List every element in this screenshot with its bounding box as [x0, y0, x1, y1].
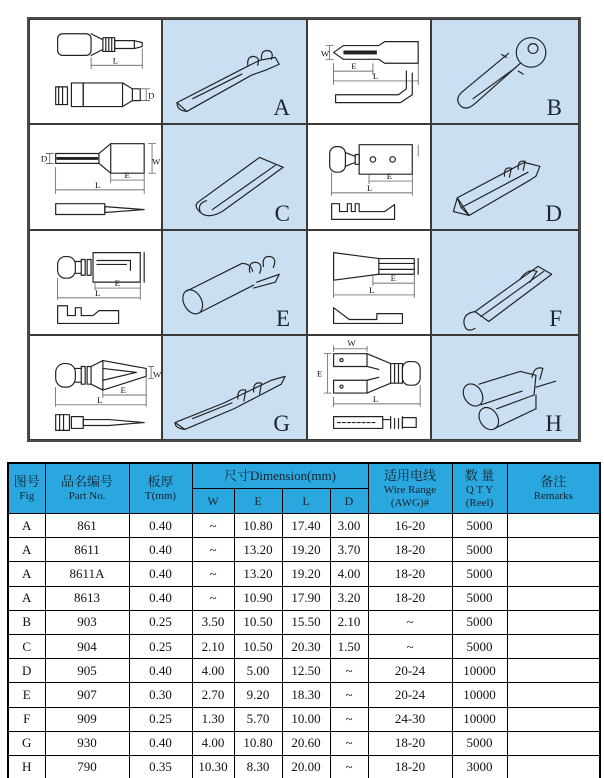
table-cell — [507, 731, 600, 755]
table-cell — [507, 586, 600, 610]
figure-letter-f: F — [549, 305, 562, 331]
dim-label: E — [124, 170, 130, 181]
table-cell: 18-20 — [368, 538, 452, 562]
dim-label: E — [120, 384, 126, 395]
figure-cell-g-drawing — [29, 335, 162, 440]
spec-table — [7, 462, 601, 778]
spec-table-header — [8, 463, 600, 514]
table-cell: 15.50 — [282, 610, 330, 634]
col-header-fig: 图号 Fig — [8, 463, 45, 514]
table-cell: 2.10 — [192, 634, 234, 658]
dim-label: W — [347, 337, 356, 348]
table-cell: 930 — [45, 731, 129, 755]
col-header-part-no: 品名编号 Part No. — [45, 463, 129, 514]
table-cell: 0.40 — [129, 562, 192, 586]
table-cell: A — [8, 562, 45, 586]
table-cell: 790 — [45, 755, 129, 778]
dim-label: W — [152, 156, 161, 167]
table-cell: A — [8, 538, 45, 562]
table-cell — [507, 562, 600, 586]
table-cell: F — [8, 707, 45, 731]
col-header-thickness: 板厚 T(mm) — [129, 463, 192, 514]
table-cell: 10000 — [452, 659, 507, 683]
table-cell: 18-20 — [368, 755, 452, 778]
table-cell — [507, 683, 600, 707]
table-cell: B — [8, 610, 45, 634]
technical-drawing-d — [308, 125, 430, 228]
table-cell: A — [8, 514, 45, 538]
table-cell — [507, 514, 600, 538]
table-cell — [507, 755, 600, 778]
table-cell: 10000 — [452, 683, 507, 707]
table-cell: G — [8, 731, 45, 755]
technical-drawing-e — [30, 231, 161, 334]
table-cell: ~ — [192, 538, 234, 562]
table-cell: 9.20 — [234, 683, 282, 707]
table-cell: 20.60 — [282, 731, 330, 755]
table-cell: D — [8, 659, 45, 683]
table-cell: 18-20 — [368, 562, 452, 586]
table-cell: 905 — [45, 659, 129, 683]
table-cell: 17.90 — [282, 586, 330, 610]
table-cell: 3.70 — [330, 538, 368, 562]
figure-cell-e-drawing — [29, 230, 162, 335]
figure-cell-b-drawing — [307, 19, 431, 124]
table-cell: 0.40 — [129, 538, 192, 562]
table-cell: 2.70 — [192, 683, 234, 707]
table-cell: 0.40 — [129, 731, 192, 755]
figure-cell-d-3d — [431, 124, 579, 229]
figure-cell-f-drawing — [307, 230, 431, 335]
table-cell: 5.70 — [234, 707, 282, 731]
table-cell: E — [8, 683, 45, 707]
table-cell: 5000 — [452, 538, 507, 562]
figure-grid — [27, 17, 581, 442]
figure-cell-a-drawing — [29, 19, 162, 124]
dim-label: L — [95, 287, 101, 298]
col-header-remarks: 备注 Remarks — [507, 463, 600, 514]
table-cell: 19.20 — [282, 538, 330, 562]
dim-label: L — [367, 183, 373, 194]
table-cell: 5000 — [452, 634, 507, 658]
table-cell: 4.00 — [192, 659, 234, 683]
table-cell: ~ — [330, 707, 368, 731]
col-header-qty: 数 量 Q T Y (Reel) — [452, 463, 507, 514]
figure-cell-g-3d — [162, 335, 307, 440]
table-cell: 0.40 — [129, 659, 192, 683]
table-cell — [507, 707, 600, 731]
table-cell: ~ — [368, 610, 452, 634]
table-cell: 10.80 — [234, 731, 282, 755]
table-cell: 903 — [45, 610, 129, 634]
dim-label: E — [386, 171, 393, 182]
figure-letter-e: E — [275, 305, 290, 331]
table-cell: 3000 — [452, 755, 507, 778]
table-cell: ~ — [368, 634, 452, 658]
table-cell: 19.20 — [282, 562, 330, 586]
table-row — [8, 731, 600, 755]
figure-cell-h-3d — [431, 335, 579, 440]
technical-drawing-c — [30, 125, 161, 228]
table-cell: 909 — [45, 707, 129, 731]
table-cell: 13.20 — [234, 562, 282, 586]
table-cell: 8611 — [45, 538, 129, 562]
table-row — [8, 755, 600, 778]
figure-cell-h-drawing — [307, 335, 431, 440]
table-cell: 0.30 — [129, 683, 192, 707]
col-header-dim-d: D — [330, 489, 368, 514]
dim-label: E — [390, 272, 397, 283]
table-cell: 0.25 — [129, 634, 192, 658]
table-row — [8, 683, 600, 707]
table-cell — [507, 634, 600, 658]
table-cell: A — [8, 586, 45, 610]
figure-cell-d-drawing — [307, 124, 431, 229]
table-row — [8, 586, 600, 610]
table-cell: 0.40 — [129, 586, 192, 610]
table-cell: ~ — [330, 731, 368, 755]
table-cell: 0.25 — [129, 707, 192, 731]
col-header-dim-e: E — [234, 489, 282, 514]
table-cell: 3.20 — [330, 586, 368, 610]
table-cell: H — [8, 755, 45, 778]
table-cell: 0.35 — [129, 755, 192, 778]
table-cell: 20.00 — [282, 755, 330, 778]
table-cell: 3.50 — [192, 610, 234, 634]
technical-drawing-h — [308, 336, 430, 439]
col-header-dimension-group: 尺寸Dimension(mm) — [192, 463, 368, 489]
table-cell: 16-20 — [368, 514, 452, 538]
figure-letter-d: D — [545, 200, 562, 226]
table-cell: 4.00 — [330, 562, 368, 586]
table-cell: ~ — [192, 586, 234, 610]
table-cell: 0.25 — [129, 610, 192, 634]
table-cell: ~ — [192, 514, 234, 538]
table-cell: 10.30 — [192, 755, 234, 778]
dim-label: E — [316, 368, 323, 379]
table-cell: 18-20 — [368, 731, 452, 755]
table-cell: 5000 — [452, 610, 507, 634]
table-cell: 10.00 — [282, 707, 330, 731]
table-cell — [507, 659, 600, 683]
table-cell: 20-24 — [368, 683, 452, 707]
table-row — [8, 707, 600, 731]
figure-cell-b-3d — [431, 19, 579, 124]
table-cell: 24-30 — [368, 707, 452, 731]
table-cell: 10.50 — [234, 634, 282, 658]
dim-label: D — [40, 153, 48, 164]
table-row — [8, 634, 600, 658]
col-header-wire-range: 适用电线 Wire Range (AWG)# — [368, 463, 452, 514]
figure-cell-e-3d — [162, 230, 307, 335]
table-cell: 0.40 — [129, 514, 192, 538]
table-cell — [507, 538, 600, 562]
dim-label: W — [320, 48, 330, 59]
table-cell: 904 — [45, 634, 129, 658]
col-header-dim-l: L — [282, 489, 330, 514]
table-cell: 5000 — [452, 731, 507, 755]
table-cell: 8611A — [45, 562, 129, 586]
table-cell: 20-24 — [368, 659, 452, 683]
table-row — [8, 538, 600, 562]
spec-table-body — [8, 514, 600, 778]
table-cell: 13.20 — [234, 538, 282, 562]
col-header-dim-w: W — [192, 489, 234, 514]
table-cell: ~ — [330, 755, 368, 778]
figure-letter-a: A — [273, 95, 290, 121]
table-cell: 20.30 — [282, 634, 330, 658]
dim-label: E — [351, 61, 357, 72]
technical-drawing-f — [308, 231, 430, 334]
table-cell: 8613 — [45, 586, 129, 610]
table-cell: ~ — [330, 683, 368, 707]
table-cell: 10000 — [452, 707, 507, 731]
figure-letter-c: C — [274, 200, 290, 226]
table-cell — [507, 610, 600, 634]
table-cell: 1.50 — [330, 634, 368, 658]
table-cell: 3.00 — [330, 514, 368, 538]
figure-letter-b: B — [546, 95, 562, 121]
dim-label: L — [112, 55, 119, 66]
table-cell: 10.50 — [234, 610, 282, 634]
table-row — [8, 659, 600, 683]
table-cell: 18.30 — [282, 683, 330, 707]
table-cell: C — [8, 634, 45, 658]
table-cell: 2.10 — [330, 610, 368, 634]
dim-label: E — [114, 277, 121, 288]
dim-label: L — [372, 71, 379, 81]
table-cell: 1.30 — [192, 707, 234, 731]
table-cell: 17.40 — [282, 514, 330, 538]
figure-cell-a-3d — [162, 19, 307, 124]
figure-cell-c-drawing — [29, 124, 162, 229]
table-row — [8, 610, 600, 634]
table-cell: 861 — [45, 514, 129, 538]
table-cell: 5000 — [452, 514, 507, 538]
figure-letter-h: H — [545, 411, 562, 436]
technical-drawing-a — [30, 20, 161, 123]
table-cell: ~ — [330, 659, 368, 683]
table-cell: 4.00 — [192, 731, 234, 755]
dim-label: L — [369, 284, 375, 295]
table-cell: 12.50 — [282, 659, 330, 683]
dim-label: D — [148, 90, 155, 101]
figure-cell-f-3d — [431, 230, 579, 335]
dim-label: L — [95, 180, 101, 191]
table-row — [8, 562, 600, 586]
table-cell: 5.00 — [234, 659, 282, 683]
table-row — [8, 514, 600, 538]
dim-label: L — [96, 394, 103, 405]
technical-drawing-g — [30, 336, 161, 439]
figure-cell-c-3d — [162, 124, 307, 229]
table-cell: 8.30 — [234, 755, 282, 778]
table-cell: 5000 — [452, 562, 507, 586]
table-cell: 18-20 — [368, 586, 452, 610]
table-cell: 5000 — [452, 586, 507, 610]
table-cell: 10.80 — [234, 514, 282, 538]
table-cell: 907 — [45, 683, 129, 707]
table-cell: 10.90 — [234, 586, 282, 610]
table-cell: ~ — [192, 562, 234, 586]
dim-label: W — [153, 369, 161, 380]
dim-label: L — [372, 393, 379, 404]
technical-drawing-b — [308, 20, 430, 123]
figure-letter-g: G — [273, 411, 290, 436]
